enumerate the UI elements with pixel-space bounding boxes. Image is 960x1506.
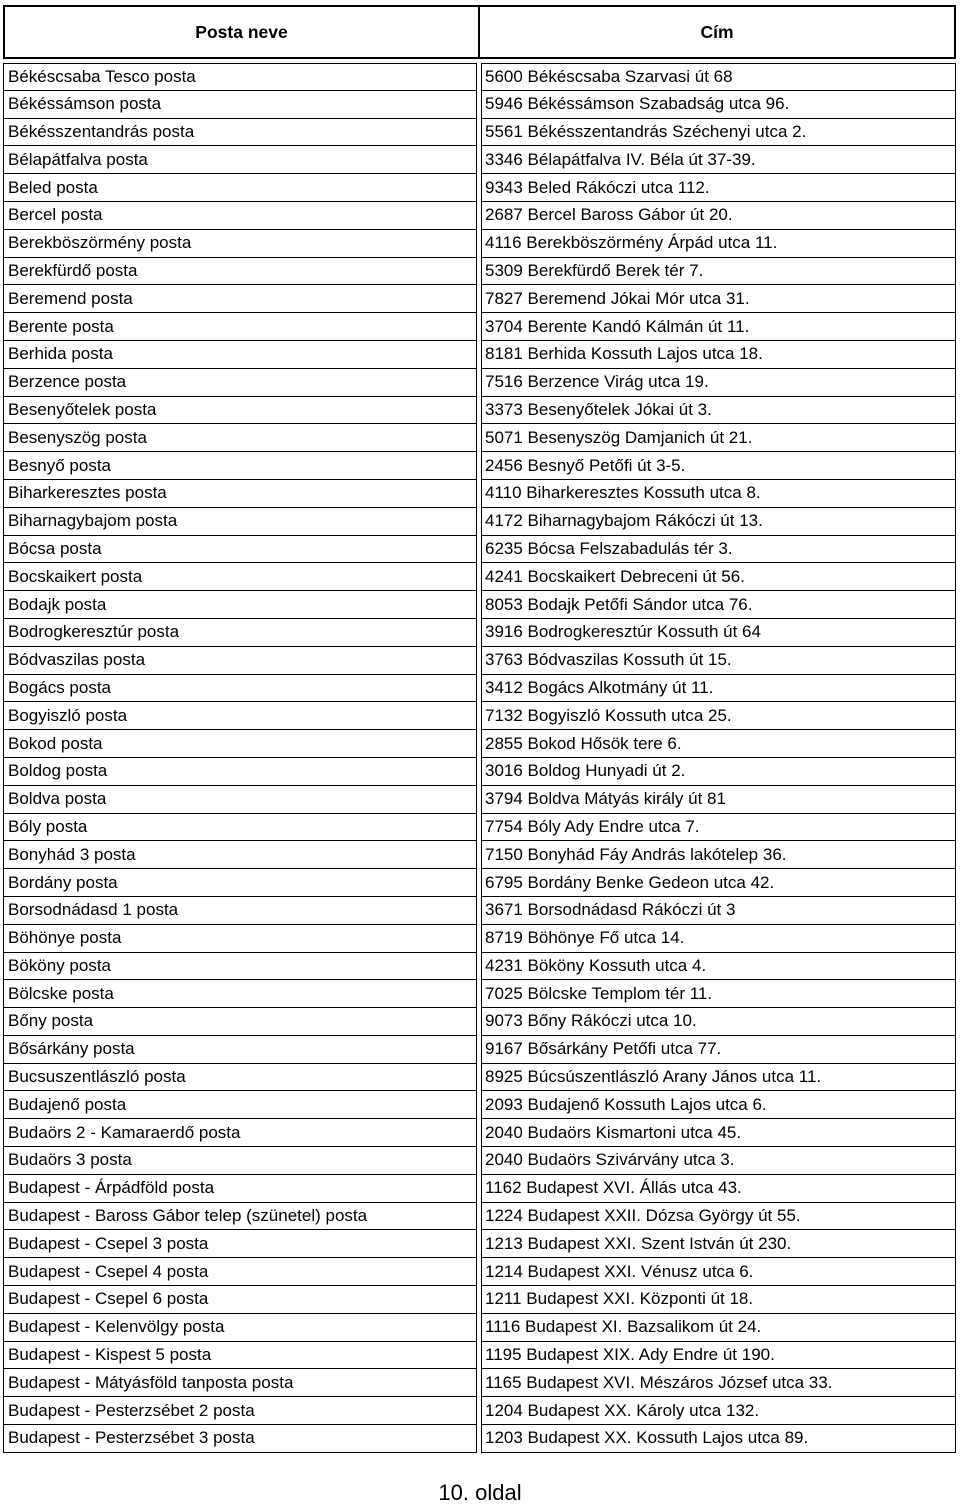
address-cell: 6235 Bócsa Felszabadulás tér 3. [481,536,956,564]
post-name-cell: Bordány posta [3,869,477,897]
post-office-table [3,63,956,1453]
post-name-cell: Budajenő posta [3,1091,477,1119]
table-row [3,424,956,452]
address-cell: 3373 Besenyőtelek Jókai út 3. [481,397,956,425]
post-name-cell: Budapest - Mátyásföld tanposta posta [3,1369,477,1397]
column-header-post-name: Posta neve [3,5,480,59]
address-cell: 5309 Berekfürdő Berek tér 7. [481,258,956,286]
post-name-cell: Bercel posta [3,202,477,230]
post-name-cell: Békéscsaba Tesco posta [3,63,477,91]
table-row [3,925,956,953]
post-name-cell: Beled posta [3,174,477,202]
address-cell: 2687 Bercel Baross Gábor út 20. [481,202,956,230]
address-cell: 7754 Bóly Ady Endre utca 7. [481,814,956,842]
address-cell: 9073 Bőny Rákóczi utca 10. [481,1008,956,1036]
table-row [3,230,956,258]
address-cell: 9167 Bősárkány Petőfi utca 77. [481,1036,956,1064]
post-name-cell: Budapest - Csepel 4 posta [3,1258,477,1286]
post-name-cell: Bodrogkeresztúr posta [3,619,477,647]
table-row [3,369,956,397]
table-row [3,1064,956,1092]
post-name-cell: Bélapátfalva posta [3,146,477,174]
address-cell: 5946 Békéssámson Szabadság utca 96. [481,91,956,119]
table-row [3,563,956,591]
table-row [3,1258,956,1286]
address-cell: 1195 Budapest XIX. Ady Endre út 190. [481,1342,956,1370]
address-cell: 1203 Budapest XX. Kossuth Lajos utca 89. [481,1425,956,1453]
post-name-cell: Budapest - Csepel 6 posta [3,1286,477,1314]
post-name-cell: Biharkeresztes posta [3,480,477,508]
post-name-cell: Budapest - Baross Gábor telep (szünetel) posta [3,1203,477,1231]
post-name-cell: Bonyhád 3 posta [3,841,477,869]
address-cell: 7516 Berzence Virág utca 19. [481,369,956,397]
column-header-address: Cím [480,5,956,59]
address-cell: 2040 Budaörs Kismartoni utca 45. [481,1119,956,1147]
table-row [3,63,956,91]
address-cell: 1165 Budapest XVI. Mészáros József utca 33. [481,1369,956,1397]
table-row [3,730,956,758]
table-row [3,341,956,369]
post-name-cell: Bőny posta [3,1008,477,1036]
table-row [3,702,956,730]
address-cell: 8925 Búcsúszentlászló Arany János utca 11. [481,1064,956,1092]
table-row [3,841,956,869]
table-row [3,980,956,1008]
address-cell: 3412 Bogács Alkotmány út 11. [481,675,956,703]
table-row [3,536,956,564]
address-cell: 5071 Besenyszög Damjanich út 21. [481,424,956,452]
table-row [3,1119,956,1147]
table-row [3,119,956,147]
address-cell: 8719 Böhönye Fő utca 14. [481,925,956,953]
address-cell: 8181 Berhida Kossuth Lajos utca 18. [481,341,956,369]
address-cell: 2855 Bokod Hősök tere 6. [481,730,956,758]
table-row [3,285,956,313]
table-row [3,647,956,675]
post-name-cell: Budapest - Kispest 5 posta [3,1342,477,1370]
page-number: 10. oldal [438,1480,522,1505]
table-row [3,91,956,119]
address-cell: 5600 Békéscsaba Szarvasi út 68 [481,63,956,91]
post-name-cell: Budaörs 3 posta [3,1147,477,1175]
table-row [3,758,956,786]
post-name-cell: Budapest - Árpádföld posta [3,1175,477,1203]
post-name-cell: Budapest - Csepel 3 posta [3,1230,477,1258]
post-name-cell: Bokod posta [3,730,477,758]
post-name-cell: Budapest - Kelenvölgy posta [3,1314,477,1342]
post-name-cell: Biharnagybajom posta [3,508,477,536]
post-name-cell: Besenyőtelek posta [3,397,477,425]
post-name-cell: Bócsa posta [3,536,477,564]
post-name-cell: Bucsuszentlászló posta [3,1064,477,1092]
table-row [3,1425,956,1453]
address-cell: 7827 Beremend Jókai Mór utca 31. [481,285,956,313]
address-cell: 2456 Besnyő Petőfi út 3-5. [481,452,956,480]
post-name-cell: Borsodnádasd 1 posta [3,897,477,925]
table-row [3,1203,956,1231]
table-row [3,897,956,925]
table-row [3,480,956,508]
post-name-cell: Bősárkány posta [3,1036,477,1064]
address-cell: 1224 Budapest XXII. Dózsa György út 55. [481,1203,956,1231]
address-cell: 3794 Boldva Mátyás király út 81 [481,786,956,814]
table-row [3,1342,956,1370]
address-cell: 7132 Bogyiszló Kossuth utca 25. [481,702,956,730]
post-name-cell: Budaörs 2 - Kamaraerdő posta [3,1119,477,1147]
post-name-cell: Berekfürdő posta [3,258,477,286]
table-row [3,313,956,341]
post-name-cell: Békésszentandrás posta [3,119,477,147]
post-name-cell: Beremend posta [3,285,477,313]
address-cell: 4110 Biharkeresztes Kossuth utca 8. [481,480,956,508]
post-name-cell: Besenyszög posta [3,424,477,452]
address-cell: 3016 Boldog Hunyadi út 2. [481,758,956,786]
post-name-cell: Böhönye posta [3,925,477,953]
address-cell: 1162 Budapest XVI. Állás utca 43. [481,1175,956,1203]
address-cell: 2040 Budaörs Szivárvány utca 3. [481,1147,956,1175]
table-row [3,202,956,230]
address-cell: 8053 Bodajk Petőfi Sándor utca 76. [481,591,956,619]
address-cell: 2093 Budajenő Kossuth Lajos utca 6. [481,1091,956,1119]
table-row [3,1175,956,1203]
address-cell: 4172 Biharnagybajom Rákóczi út 13. [481,508,956,536]
table-row [3,953,956,981]
table-row [3,1286,956,1314]
address-cell: 4231 Bököny Kossuth utca 4. [481,953,956,981]
post-name-cell: Békéssámson posta [3,91,477,119]
post-name-cell: Berekböszörmény posta [3,230,477,258]
table-row [3,591,956,619]
table-row [3,508,956,536]
post-name-cell: Berente posta [3,313,477,341]
table-row [3,1036,956,1064]
address-cell: 6795 Bordány Benke Gedeon utca 42. [481,869,956,897]
address-cell: 5561 Békésszentandrás Széchenyi utca 2. [481,119,956,147]
address-cell: 1116 Budapest XI. Bazsalikom út 24. [481,1314,956,1342]
post-name-cell: Besnyő posta [3,452,477,480]
address-cell: 1214 Budapest XXI. Vénusz utca 6. [481,1258,956,1286]
post-name-cell: Bogyiszló posta [3,702,477,730]
address-cell: 7150 Bonyhád Fáy András lakótelep 36. [481,841,956,869]
address-cell: 3346 Bélapátfalva IV. Béla út 37-39. [481,146,956,174]
post-name-cell: Bocskaikert posta [3,563,477,591]
table-row [3,1397,956,1425]
address-cell: 1211 Budapest XXI. Központi út 18. [481,1286,956,1314]
post-name-cell: Budapest - Pesterzsébet 3 posta [3,1425,477,1453]
table-row [3,258,956,286]
table-row [3,1314,956,1342]
post-name-cell: Boldog posta [3,758,477,786]
table-row [3,1230,956,1258]
post-name-cell: Boldva posta [3,786,477,814]
address-cell: 3671 Borsodnádasd Rákóczi út 3 [481,897,956,925]
post-name-cell: Berhida posta [3,341,477,369]
table-row [3,869,956,897]
table-row [3,1147,956,1175]
table-row [3,619,956,647]
table-row [3,146,956,174]
table-row [3,786,956,814]
table-header [3,5,956,59]
post-name-cell: Bódvaszilas posta [3,647,477,675]
table-row [3,814,956,842]
post-name-cell: Budapest - Pesterzsébet 2 posta [3,1397,477,1425]
address-cell: 9343 Beled Rákóczi utca 112. [481,174,956,202]
address-cell: 3704 Berente Kandó Kálmán út 11. [481,313,956,341]
post-name-cell: Bogács posta [3,675,477,703]
address-cell: 7025 Bölcske Templom tér 11. [481,980,956,1008]
post-name-cell: Bölcske posta [3,980,477,1008]
post-name-cell: Bököny posta [3,953,477,981]
address-cell: 1204 Budapest XX. Károly utca 132. [481,1397,956,1425]
table-row [3,1008,956,1036]
address-cell: 4116 Berekböszörmény Árpád utca 11. [481,230,956,258]
address-cell: 3763 Bódvaszilas Kossuth út 15. [481,647,956,675]
post-name-cell: Bóly posta [3,814,477,842]
table-row [3,452,956,480]
table-row [3,397,956,425]
address-cell: 1213 Budapest XXI. Szent István út 230. [481,1230,956,1258]
table-row [3,1091,956,1119]
address-cell: 4241 Bocskaikert Debreceni út 56. [481,563,956,591]
table-row [3,1369,956,1397]
address-cell: 3916 Bodrogkeresztúr Kossuth út 64 [481,619,956,647]
table-row [3,174,956,202]
post-name-cell: Bodajk posta [3,591,477,619]
post-name-cell: Berzence posta [3,369,477,397]
table-row [3,675,956,703]
